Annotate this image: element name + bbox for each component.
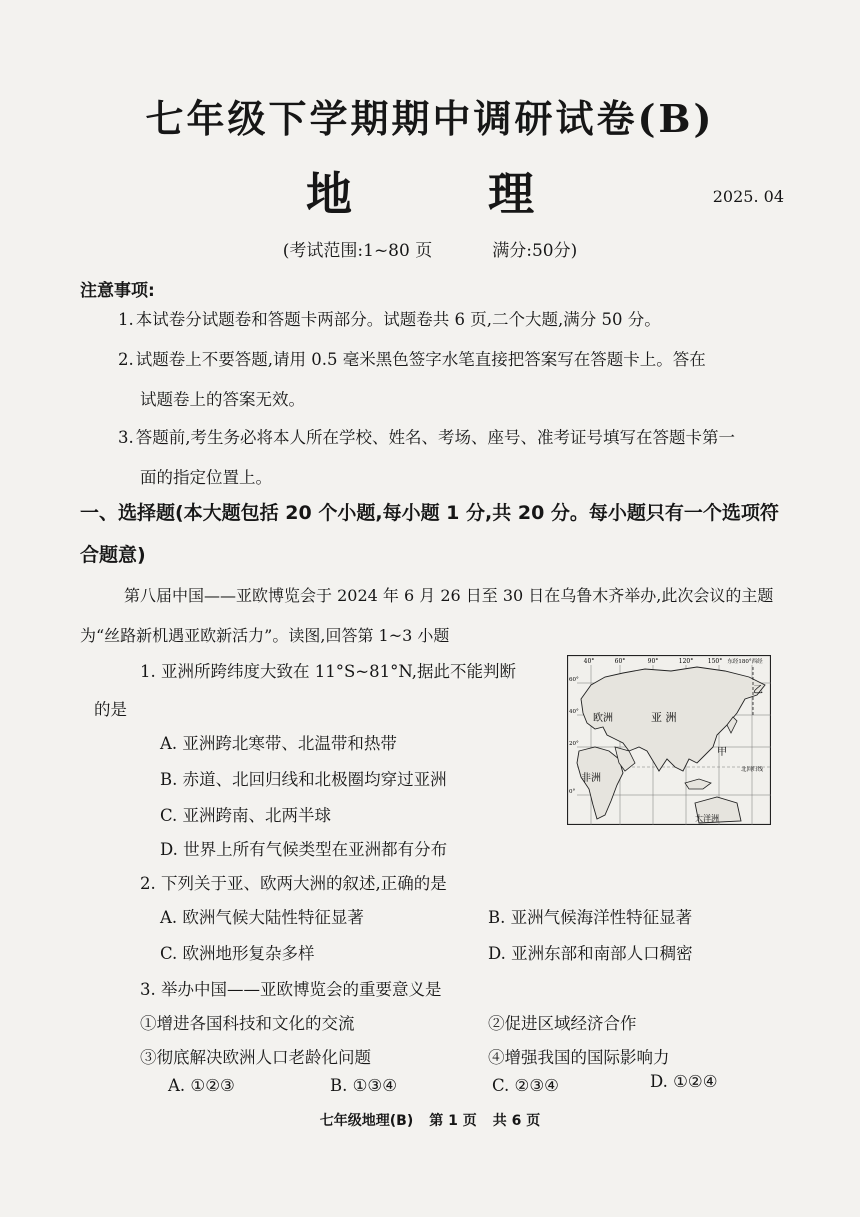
asia-europe-map bbox=[567, 655, 771, 825]
question-1-option-a: A. 亚洲跨北寒带、北温带和热带 bbox=[160, 734, 397, 753]
reading-passage: 第八届中国——亚欧博览会于 2024 年 6 月 26 日至 30 日在乌鲁木齐举办,此次会议的主题为“丝路新机遇亚欧新活力”。读图,回答第 1~3 小题 bbox=[80, 586, 774, 645]
notice-title: 注意事项: bbox=[80, 281, 155, 301]
question-3-statement-2: ②促进区域经济合作 bbox=[488, 1014, 637, 1033]
question-2-option-a: A. 欧洲气候大陆性特征显著 bbox=[160, 908, 364, 927]
lat-tick: 60° bbox=[569, 677, 579, 683]
lat-tick: 0° bbox=[569, 789, 576, 795]
lon-tick: 120° bbox=[678, 658, 694, 665]
notice-text: 试题卷上不要答题,请用 0.5 毫米黑色签字水笔直接把答案写在答题卡上。答在 bbox=[135, 350, 706, 369]
tropic-label: 北回归线 bbox=[741, 767, 764, 773]
notice-item-2 bbox=[118, 340, 798, 420]
question-3-option-d: D. ①②④ bbox=[650, 1072, 718, 1091]
notice-number: 3. bbox=[118, 428, 134, 447]
notice-text: 答题前,考生务必将本人所在学校、姓名、考场、座号、准考证号填写在答题卡第一 bbox=[135, 428, 735, 447]
africa-label: 非洲 bbox=[581, 773, 601, 784]
point-jia-label: 甲 bbox=[717, 747, 727, 758]
point-yi-label: 乙 bbox=[753, 685, 763, 696]
exam-scope: (考试范围:1~80 页 bbox=[282, 241, 433, 261]
subject-title: 地 理 bbox=[305, 167, 594, 221]
question-1-option-b: B. 赤道、北回归线和北极圈均穿过亚洲 bbox=[160, 770, 447, 789]
footer-page: 第 1 页 bbox=[429, 1113, 477, 1129]
exam-title: 七年级下学期期中调研试卷(B) bbox=[145, 96, 715, 141]
lon-tick: 90° bbox=[647, 658, 659, 665]
notice-continuation: 面的指定位置上。 bbox=[140, 468, 272, 487]
footer-subject: 七年级地理(B) bbox=[319, 1113, 414, 1129]
oceania-label: 大洋洲 bbox=[695, 814, 719, 823]
question-3-statement-4: ④增强我国的国际影响力 bbox=[488, 1048, 670, 1067]
lon-tick: 60° bbox=[614, 658, 626, 665]
asia-label: 亚 洲 bbox=[651, 711, 677, 724]
lon-tick: 150° bbox=[707, 658, 723, 665]
notice-item-3 bbox=[118, 418, 798, 498]
question-2-option-c: C. 欧洲地形复杂多样 bbox=[160, 944, 315, 963]
notice-continuation: 试题卷上的答案无效。 bbox=[140, 390, 305, 409]
lat-tick: 20° bbox=[569, 741, 579, 747]
question-1-stem-line-1: 1. 亚洲所跨纬度大致在 11°S~81°N,据此不能判断 bbox=[140, 662, 516, 681]
notice-text: 本试卷分试题卷和答题卡两部分。试题卷共 6 页,二个大题,满分 50 分。 bbox=[135, 310, 661, 329]
question-1-stem-line-2: 的是 bbox=[94, 700, 127, 719]
question-3-option-b: B. ①③④ bbox=[330, 1076, 397, 1095]
date-line-label: 东经180°西经 bbox=[727, 659, 763, 665]
question-3-option-a: A. ①②③ bbox=[168, 1076, 235, 1095]
notice-number: 2. bbox=[118, 350, 134, 369]
section-heading: 一、选择题(本大题包括 20 个小题,每小题 1 分,共 20 分。每小题只有一个选项符合题意) bbox=[80, 502, 779, 566]
exam-range bbox=[0, 236, 860, 261]
lon-tick: 40° bbox=[583, 658, 595, 665]
full-score: 满分:50分) bbox=[492, 241, 578, 261]
question-3-statement-1: ①增进各国科技和文化的交流 bbox=[140, 1014, 355, 1033]
question-3-stem: 3. 举办中国——亚欧博览会的重要意义是 bbox=[140, 980, 442, 999]
page-footer bbox=[0, 1110, 860, 1130]
exam-date: 2025. 04 bbox=[712, 187, 784, 206]
question-3-statement-3: ③彻底解决欧洲人口老龄化问题 bbox=[140, 1048, 371, 1067]
question-1-option-c: C. 亚洲跨南、北两半球 bbox=[160, 806, 332, 825]
lat-tick: 40° bbox=[569, 709, 579, 715]
question-1-option-d: D. 世界上所有气候类型在亚洲都有分布 bbox=[160, 840, 448, 859]
question-3-option-c: C. ②③④ bbox=[492, 1076, 559, 1095]
notice-number: 1. bbox=[118, 310, 134, 329]
europe-label: 欧洲 bbox=[593, 713, 613, 724]
question-2-stem: 2. 下列关于亚、欧两大洲的叙述,正确的是 bbox=[140, 874, 447, 893]
notice-item-1 bbox=[118, 300, 798, 340]
question-2-option-b: B. 亚洲气候海洋性特征显著 bbox=[488, 908, 693, 927]
footer-total: 共 6 页 bbox=[492, 1113, 541, 1129]
question-2-option-d: D. 亚洲东部和南部人口稠密 bbox=[488, 944, 693, 963]
